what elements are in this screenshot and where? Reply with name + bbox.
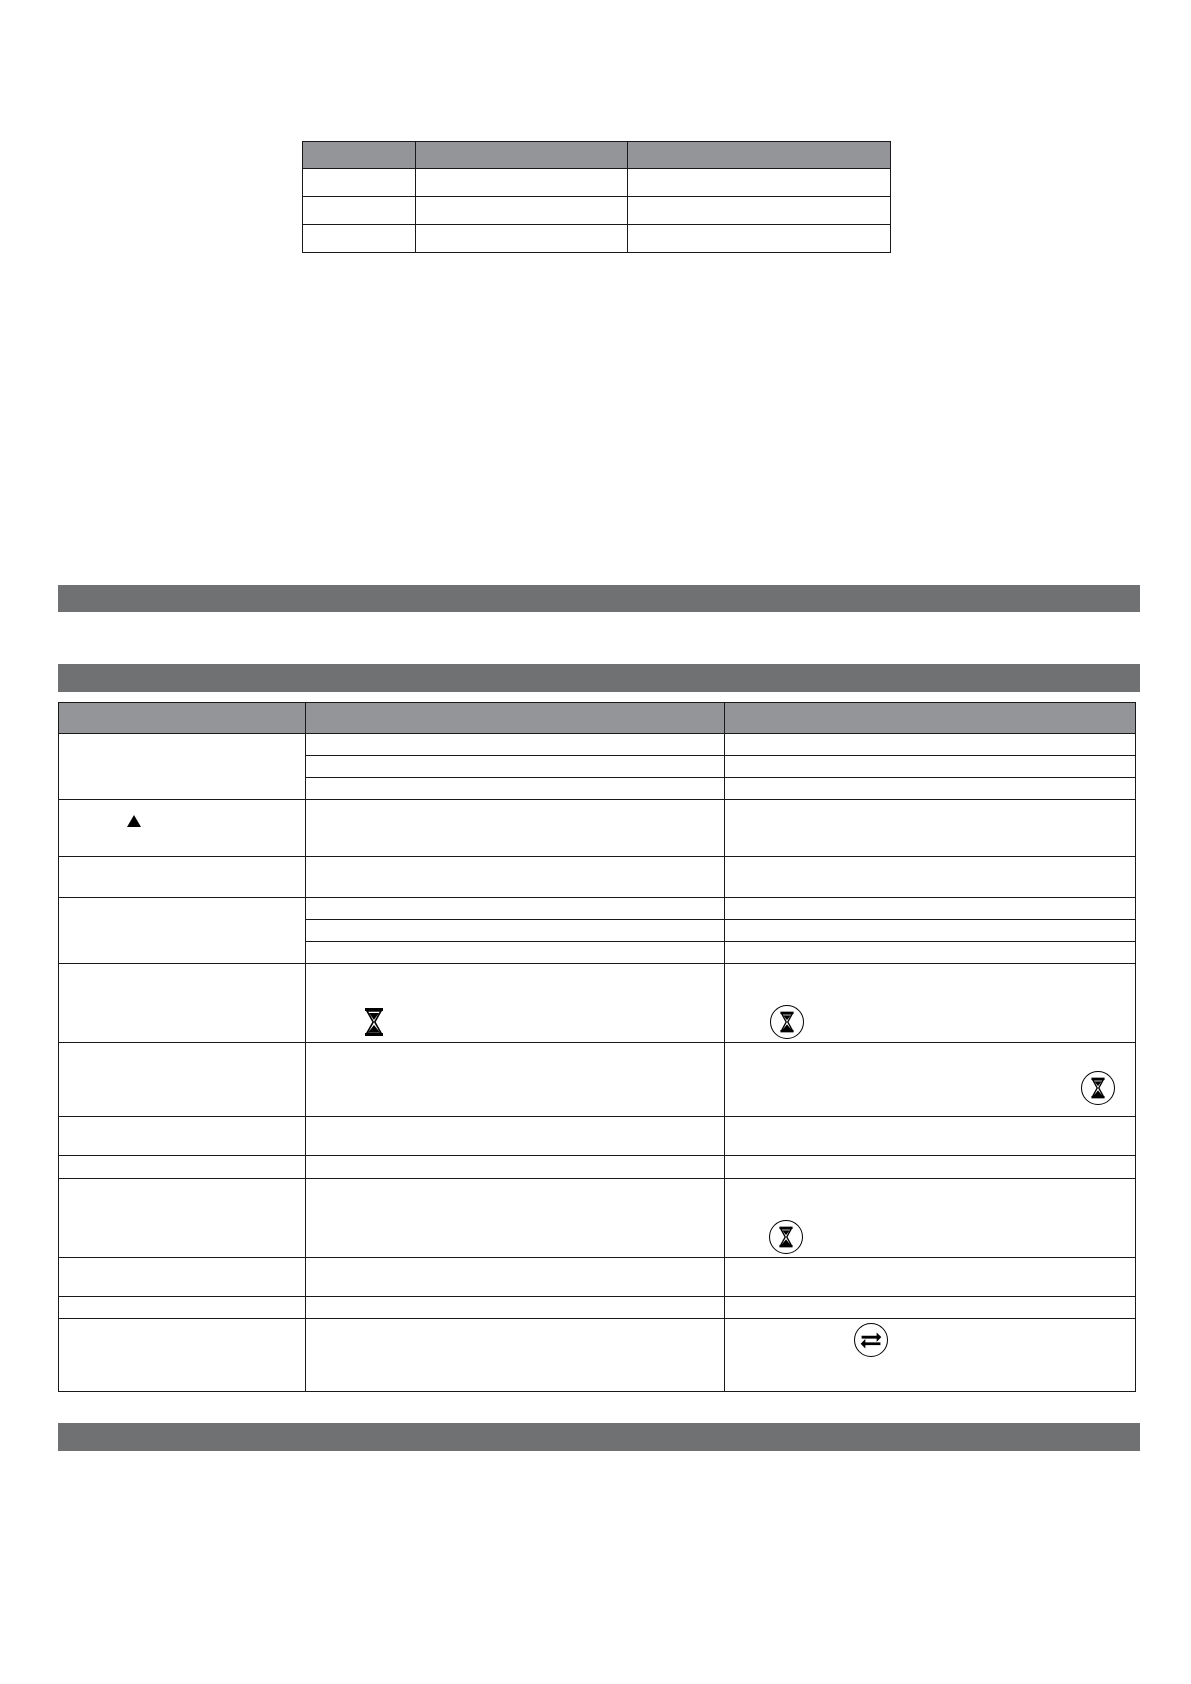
table-cell <box>59 1297 306 1319</box>
header-cell <box>416 142 628 169</box>
hourglass-circle-icon <box>770 1005 804 1039</box>
section-band <box>58 1423 1140 1451</box>
hourglass-circle-icon <box>1081 1071 1115 1105</box>
table-cell <box>306 920 725 942</box>
table-row <box>303 169 891 197</box>
table-cell <box>303 169 416 197</box>
table-cell <box>306 778 725 800</box>
table-row <box>59 1319 1136 1392</box>
up-triangle-icon <box>127 815 141 827</box>
swap-arrows-circle-icon <box>854 1323 888 1357</box>
table-cell <box>306 898 725 920</box>
small-table-header <box>303 142 891 169</box>
hourglass-icon <box>363 1007 385 1037</box>
table-row <box>59 800 1136 857</box>
hourglass-circle-icon <box>769 1220 803 1254</box>
table-row <box>303 225 891 253</box>
table-cell <box>628 169 891 197</box>
table-cell <box>306 964 725 1043</box>
section-band <box>58 585 1140 612</box>
small-table <box>302 141 891 253</box>
table-cell <box>416 197 628 225</box>
table-cell <box>725 857 1136 898</box>
table-cell <box>59 1156 306 1179</box>
table-cell <box>725 1258 1136 1297</box>
table-cell <box>59 734 306 800</box>
table-cell <box>725 1319 1136 1392</box>
table-row <box>59 1297 1136 1319</box>
table-cell <box>416 225 628 253</box>
table-cell <box>306 1156 725 1179</box>
table-cell <box>725 942 1136 964</box>
table-row <box>59 1117 1136 1156</box>
main-table <box>58 702 1136 1392</box>
table-cell <box>306 1117 725 1156</box>
table-cell <box>725 734 1136 756</box>
table-cell <box>59 1319 306 1392</box>
table-cell <box>59 1179 306 1258</box>
header-cell <box>306 703 725 734</box>
table-cell <box>725 800 1136 857</box>
table-cell <box>628 225 891 253</box>
table-row <box>59 734 1136 756</box>
header-cell <box>725 703 1136 734</box>
table-cell <box>59 964 306 1043</box>
table-row <box>59 1043 1136 1117</box>
table-cell <box>725 1117 1136 1156</box>
table-row <box>59 964 1136 1043</box>
table-cell <box>303 225 416 253</box>
table-cell <box>306 1179 725 1258</box>
table-cell <box>725 1043 1136 1117</box>
table-cell <box>306 857 725 898</box>
table-row <box>59 898 1136 920</box>
table-cell <box>725 964 1136 1043</box>
table-cell <box>725 1179 1136 1258</box>
table-cell <box>59 1258 306 1297</box>
header-cell <box>303 142 416 169</box>
table-cell <box>59 857 306 898</box>
main-table-header <box>59 703 1136 734</box>
table-cell <box>306 734 725 756</box>
table-cell <box>306 1319 725 1392</box>
table-cell <box>59 1117 306 1156</box>
table-cell <box>725 756 1136 778</box>
table-cell <box>306 942 725 964</box>
table-cell <box>303 197 416 225</box>
table-cell <box>306 1258 725 1297</box>
header-cell <box>59 703 306 734</box>
table-cell <box>59 800 306 857</box>
table-row <box>303 197 891 225</box>
table-cell <box>59 1043 306 1117</box>
table-cell <box>725 1297 1136 1319</box>
table-cell <box>306 1297 725 1319</box>
table-cell <box>306 1043 725 1117</box>
table-cell <box>59 898 306 964</box>
table-row <box>59 1156 1136 1179</box>
table-row <box>59 857 1136 898</box>
table-row <box>59 1258 1136 1297</box>
section-band <box>58 664 1140 692</box>
table-cell <box>725 920 1136 942</box>
table-cell <box>306 756 725 778</box>
table-cell <box>725 898 1136 920</box>
header-cell <box>628 142 891 169</box>
table-cell <box>725 1156 1136 1179</box>
table-cell <box>306 800 725 857</box>
table-row <box>59 1179 1136 1258</box>
table-cell <box>416 169 628 197</box>
table-cell <box>725 778 1136 800</box>
table-cell <box>628 197 891 225</box>
